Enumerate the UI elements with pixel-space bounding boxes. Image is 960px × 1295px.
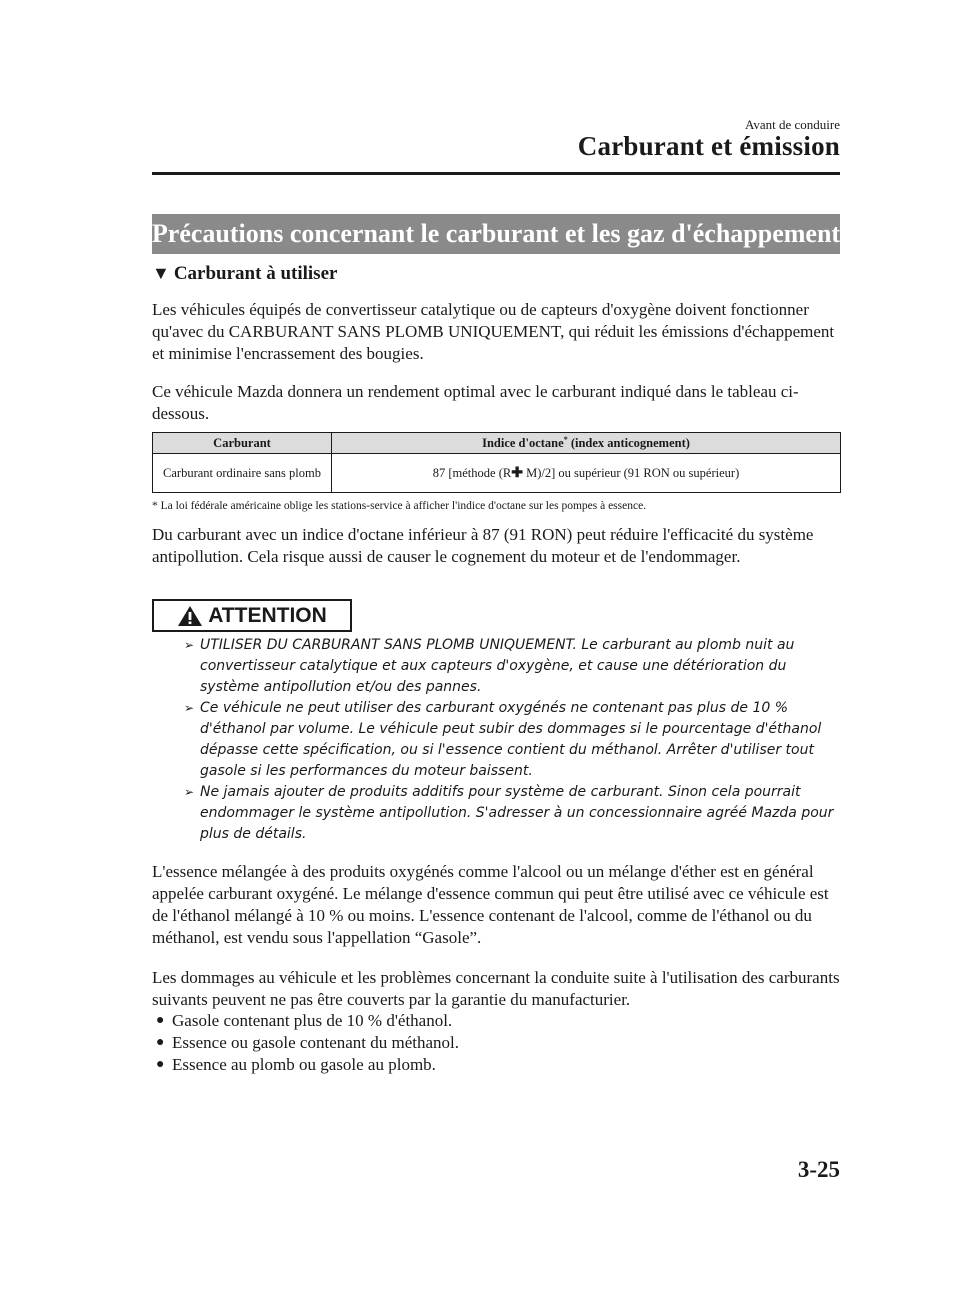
header-rule (152, 172, 840, 175)
header-section: Avant de conduire (744, 117, 840, 132)
fuel-table-header-fuel: Carburant (153, 433, 332, 454)
bullet-list (152, 1010, 459, 1076)
paragraph-3: Du carburant avec un indice d'octane inférieur à 87 (91 RON) peut réduire l'efficacité du système antipollution. Cela risque aussi de causer le cognement du moteur et de l'endommager. (152, 525, 814, 566)
triangle-down-icon: ▼ (152, 263, 170, 283)
attention-item-1: ➢ UTILISER DU CARBURANT SANS PLOMB UNIQUEMENT. Le carburant au plomb nuit au convertisseur catalytique et aux capteurs d'oxygène, et cause une détérioration du système antipollution et/ou des pannes. (184, 637, 795, 695)
fuel-table-cell-octane: 87 [méthode (R✚ M)/2] ou supérieur (91 RON ou supérieur) (332, 454, 841, 493)
fuel-table (152, 432, 841, 493)
table-footnote: * La loi fédérale américaine oblige les stations-service à afficher l'indice d'octane sur les pompes à essence. (152, 500, 647, 512)
attention-item-2: ➢ Ce véhicule ne peut utiliser des carburant oxygénés ne contenant pas plus de 10 % d'éthanol par volume. Le véhicule peut subir des dommages si le pourcentage d'éthanol dépasse cette spécification, ou si l'essence contient du méthanol. Arrêter d'utiliser tout gasole si les performances du moteur baissent. (184, 700, 822, 779)
attention-item-3: ➢ Ne jamais ajouter de produits additifs pour système de carburant. Sinon cela pourrait endommager le système antipollution. S'adresser à un concessionnaire agréé Mazda pour plus de détails. (184, 784, 834, 842)
bullet-dot-icon: ● (156, 1013, 165, 1028)
list-item: ● Gasole contenant plus de 10 % d'éthanol. (156, 1011, 453, 1030)
list-item: ● Essence ou gasole contenant du méthanol. (156, 1033, 460, 1052)
arrow-bullet-icon: ➢ (184, 785, 195, 799)
fuel-table-cell-fuel: Carburant ordinaire sans plomb (153, 454, 332, 493)
bullet-dot-icon: ● (156, 1057, 165, 1072)
bullet-dot-icon: ● (156, 1035, 165, 1050)
paragraph-1: Les véhicules équipés de convertisseur catalytique ou de capteurs d'oxygène doivent fonctionner qu'avec du CARBURANT SANS PLOMB UNIQUEMENT, qui réduit les émissions d'échappement et minimise l'encrassement des bougies. (152, 300, 835, 363)
arrow-bullet-icon: ➢ (184, 638, 195, 652)
header-chapter-title: Carburant et émission (577, 131, 840, 161)
page-number: 3-25 (797, 1157, 840, 1182)
list-item: ● Essence au plomb ou gasole au plomb. (156, 1055, 436, 1074)
arrow-bullet-icon: ➢ (184, 701, 195, 715)
paragraph-4: L'essence mélangée à des produits oxygénés comme l'alcool ou un mélange d'éther est en général appelée carburant oxygéné. Le mélange d'essence commun qui peut être utilisé avec ce véhicule est de l'éthanol mélangé à 10 % ou moins. L'essence contenant de l'alcool, comme de l'éthanol ou du méthanol, est vendu sous l'appellation “Gasole”. (152, 862, 829, 947)
paragraph-5: Les dommages au véhicule et les problèmes concernant la conduite suite à l'utilisation des carburants suivants peuvent ne pas être couverts par la garantie du manufacturier. (152, 968, 840, 1009)
warning-triangle-icon (177, 605, 203, 627)
plus-icon: ✚ (511, 465, 523, 481)
paragraph-2: Ce véhicule Mazda donnera un rendement optimal avec le carburant indiqué dans le tableau ci-dessous. (152, 382, 799, 423)
subheading (152, 263, 337, 285)
section-banner: Précautions concernant le carburant et les gaz d'échappement (152, 214, 840, 254)
attention-list (186, 635, 846, 845)
subheading-text: Carburant à utiliser (173, 263, 338, 284)
attention-label: ATTENTION (152, 599, 352, 632)
fuel-table-header-octane: Indice d'octane* (index anticognement) (332, 433, 841, 454)
